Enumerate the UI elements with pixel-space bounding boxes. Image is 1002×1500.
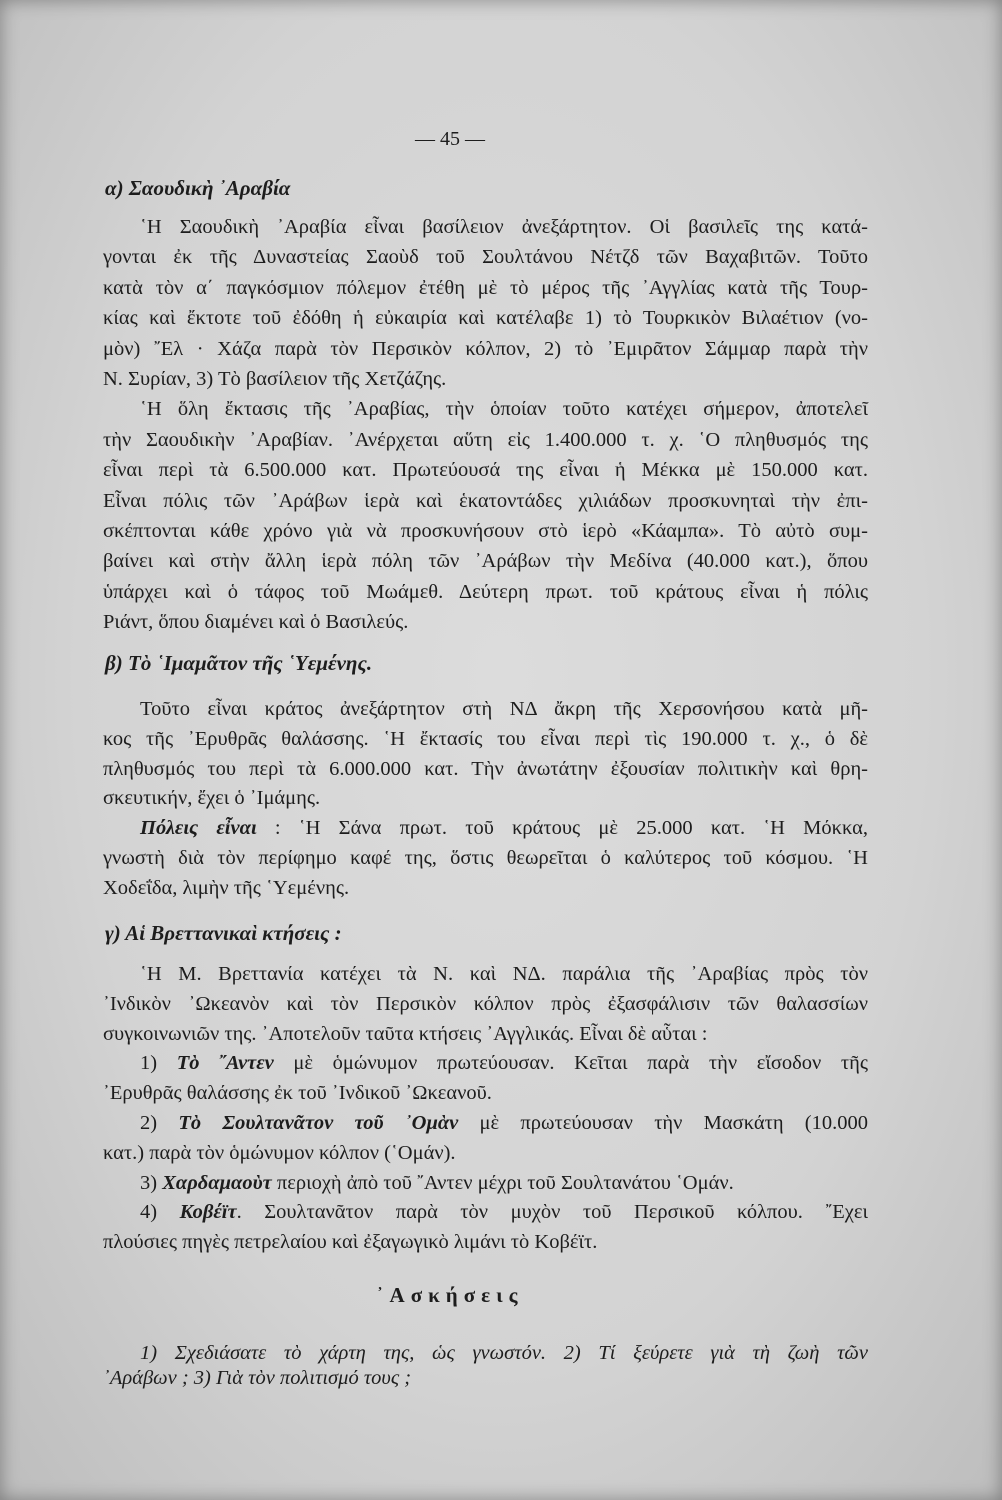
text-line <box>103 457 868 483</box>
text-line <box>140 214 868 240</box>
line-text: Τοῦτο εἶναι κράτος ἀνεξάρτητον στὴ ΝΔ ἄκρη τῆς Χερσονήσου κατὰ μῆ- <box>140 698 868 720</box>
line-text: γονται ἐκ τῆς Δυναστείας Σαοὺδ τοῦ Σουλτάνου Νέτζδ τῶν Βαχαβιτῶν. Τοῦτο <box>103 246 868 269</box>
line-text: Χοδεΐδα, λιμὴν τῆς ῾Υεμένης. <box>103 876 350 899</box>
text-line <box>103 336 868 362</box>
text-line <box>103 579 868 605</box>
item-number: 2) <box>140 1112 179 1134</box>
line-text: 1) Σχεδιάσατε τὸ χάρτη της, ὡς γνωστόν. 2) Τί ξεύρετε γιὰ τὴ ζωὴ τῶν <box>140 1342 868 1364</box>
text-line <box>103 845 868 871</box>
text-line <box>103 1140 868 1166</box>
section-heading: β) Τὸ ῾Ιμαμᾶτον τῆς ῾Υεμένης. <box>105 651 373 675</box>
item-number: 1) <box>140 1052 177 1075</box>
line-text: τὴν Σαουδικὴν ᾿Αραβίαν. ᾿Ανέρχεται αὕτη εἰς 1.400.000 τ. χ. ῾Ο πληθυσμός της <box>103 428 868 451</box>
line-text: συγκοινωνιῶν της. ᾿Αποτελοῦν ταῦτα κτήσεις ᾿Αγγλικάς. Εἶναι δὲ αὗται : <box>103 1022 708 1045</box>
text-line <box>140 1340 868 1366</box>
text-line <box>103 756 868 782</box>
text-line <box>103 875 868 901</box>
line-text: περιοχὴ ἀπὸ τοῦ ῎Αντεν μέχρι τοῦ Σουλτανάτου ῾Ομάν. <box>271 1171 734 1194</box>
line-text: πλούσιες πηγὲς πετρελαίου καὶ ἐξαγωγικὸ λιμάνι τὸ Κοβέϊτ. <box>103 1231 598 1254</box>
line-text: ῾Η Σαουδικὴ ᾿Αραβία εἶναι βασίλειον ἀνεξάρτητον. Οἱ βασιλεῖς της κατά- <box>140 216 868 238</box>
emphasis-term: Κοβέϊτ <box>179 1201 237 1224</box>
line-text: κος τῆς ᾿Ερυθρᾶς θαλάσσης. ῾Η ἔκτασίς του εἶναι περὶ τὶς 190.000 τ. χ., ὁ δὲ <box>103 727 868 750</box>
emphasis-term: Τὸ Σουλτανᾶτον τοῦ ᾿Ομὰν <box>178 1112 459 1134</box>
text-line <box>103 1021 868 1047</box>
text-line <box>103 244 868 270</box>
text-line <box>103 366 868 392</box>
text-line <box>140 1050 868 1076</box>
line-text: βαίνει καὶ στὴν ἄλλη ἱερὰ πόλη τῶν ᾿Αράβων τὴν Μεδίνα (40.000 κατ.), ὅπου <box>103 550 868 573</box>
text-line <box>103 1365 868 1391</box>
text-line <box>103 726 868 752</box>
text-line <box>103 427 868 453</box>
line-text: ῾Η ὅλη ἔκτασις τῆς ᾿Αραβίας, τὴν ὁποίαν τοῦτο κατέχει σήμερον, ἀποτελεῖ <box>140 398 868 421</box>
line-text: ᾿Ερυθρᾶς θαλάσσης ἐκ τοῦ ᾿Ινδικοῦ ᾿Ωκεανοῦ. <box>103 1082 492 1105</box>
line-text: Ν. Συρίαν, 3) Τὸ βασίλειον τῆς Χετζάζης. <box>103 368 447 390</box>
line-text: : ῾Η Σάνα πρωτ. τοῦ κράτους μὲ 25.000 κατ. ῾Η Μόκκα, <box>256 817 868 840</box>
line-text: μὲ πρωτεύουσαν τὴν Μασκάτη (10.000 <box>458 1112 869 1134</box>
text-line <box>103 488 868 514</box>
text-line <box>103 991 868 1017</box>
line-text: σκέπτονται κάθε χρόνο γιὰ νὰ προσκυνήσουν στὸ ἱερὸ «Κάαμπα». Τὸ αὐτὸ συμ- <box>103 520 868 542</box>
section-heading: α) Σαουδικὴ ᾿Αραβία <box>105 176 291 200</box>
line-text: πληθυσμός του περὶ τὰ 6.000.000 κατ. Τὴν ἀνωτάτην ἐξουσίαν πολιτικὴν καὶ θρη- <box>103 757 868 780</box>
line-text: κίας καὶ ἔκτοτε τοῦ ἐδόθη ἡ εὐκαιρία καὶ κατέλαβε 1) τὸ Τουρκικὸν Βιλαέτιον (νο- <box>103 307 868 330</box>
line-text: ᾿Αράβων ; 3) Γιὰ τὸν πολιτισμό τους ; <box>103 1367 412 1389</box>
text-line <box>103 1229 868 1255</box>
section-heading: γ) Αἱ Βρεττανικαὶ κτήσεις : <box>105 921 342 945</box>
line-text: κατ.) παρὰ τὸν ὁμώνυμον κόλπον (῾Ομάν). <box>103 1141 456 1164</box>
line-text: κατὰ τὸν α΄ παγκόσμιον πόλεμον ἐτέθη μὲ τὸ μέρος τῆς ᾿Αγγλίας κατὰ τῆς Τουρ- <box>103 276 868 299</box>
text-line <box>103 548 868 574</box>
page-number: — 45 — <box>415 128 485 150</box>
emphasis-term: Τὸ ῎Αντεν <box>176 1052 274 1075</box>
text-line <box>140 696 868 722</box>
line-text: ὑπάρχει καὶ ὁ τάφος τοῦ Μωάμεθ. Δεύτερη πρωτ. τοῦ κράτους εἶναι ἡ πόλις <box>103 580 868 603</box>
text-line <box>103 1080 868 1106</box>
exercises-heading: ᾿Ασκήσεις <box>376 1283 524 1307</box>
emphasis-term: Πόλεις εἶναι <box>140 817 257 840</box>
line-text: μὲ ὁμώνυμον πρωτεύουσαν. Κεῖται παρὰ τὴν εἴσοδον τῆς <box>273 1052 869 1075</box>
text-line <box>103 305 868 331</box>
line-text: εἶναι περὶ τὰ 6.500.000 κατ. Πρωτεύουσά της εἶναι ἡ Μέκκα μὲ 150.000 κατ. <box>103 459 868 482</box>
line-text: μὸν) ῎Ελ · Χάζα παρὰ τὸν Περσικὸν κόλπον, 2) τὸ ᾿Εμιρᾶτον Σάμμαρ παρὰ τὴν <box>103 337 868 360</box>
text-line <box>103 275 868 301</box>
line-text: Εἶναι πόλις τῶν ᾿Αράβων ἱερὰ καὶ ἑκατοντάδες χιλιάδων προσκυνηταὶ τὴν ἐπι- <box>103 489 868 512</box>
text-line <box>103 518 868 544</box>
emphasis-term: Χαρδαμαοὺτ <box>162 1171 272 1194</box>
line-text: ῾Η Μ. Βρεττανία κατέχει τὰ Ν. καὶ ΝΔ. παράλια τῆς ᾿Αραβίας πρὸς τὸν <box>140 963 868 985</box>
text-line <box>140 961 868 987</box>
text-line <box>140 815 868 841</box>
line-text: σκευτικήν, ἔχει ὁ ᾿Ιμάμης. <box>103 787 321 810</box>
text-line <box>140 396 868 422</box>
line-text: ᾿Ινδικὸν ᾿Ωκεανὸν καὶ τὸν Περσικὸν κόλπον πρὸς ἐξασφάλισιν τῶν θαλασσίων <box>103 992 868 1015</box>
text-line <box>103 609 868 635</box>
text-line <box>140 1199 868 1225</box>
line-text: . Σουλτανᾶτον παρὰ τὸν μυχὸν τοῦ Περσικοῦ κόλπου. ῎Εχει <box>236 1201 868 1224</box>
text-line <box>140 1170 868 1196</box>
item-number: 4) <box>140 1201 180 1224</box>
text-line <box>103 785 868 811</box>
line-text: Ριάντ, ὅπου διαμένει καὶ ὁ Βασιλεύς. <box>103 611 409 634</box>
line-text: γνωστὴ διὰ τὸν περίφημο καφέ της, ὅστις θεωρεῖται ὁ καλύτερος τοῦ κόσμου. ῾Η <box>103 847 868 869</box>
text-line <box>140 1110 868 1136</box>
item-number: 3) <box>140 1171 163 1194</box>
